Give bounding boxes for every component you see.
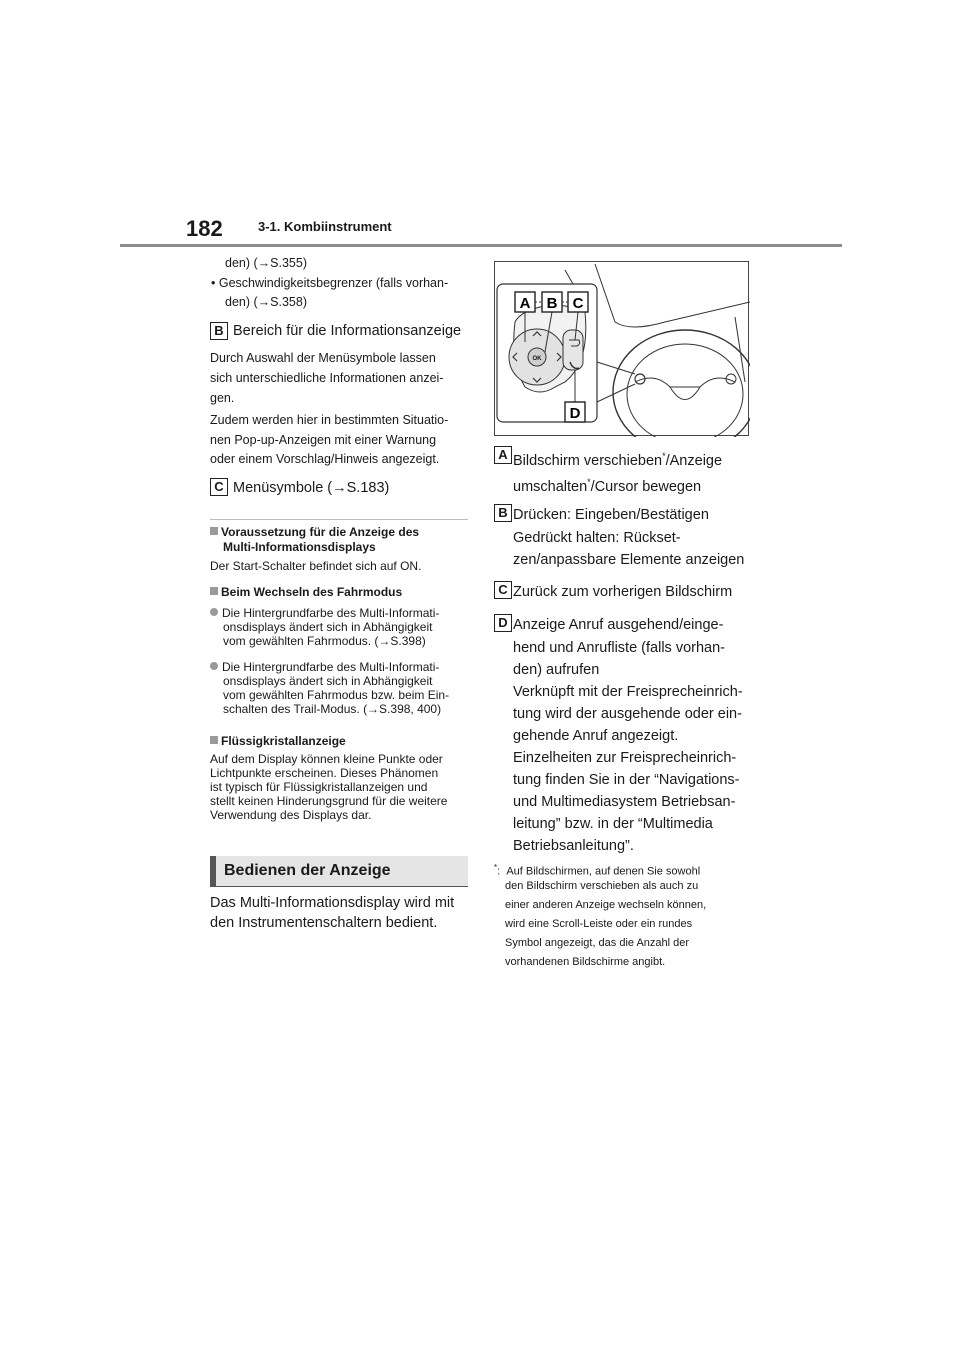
label-c: C (572, 295, 584, 312)
note-2-bullet-2-line-3: vom gewählten Fahrmodus bzw. beim Ein- (223, 688, 450, 702)
note-3-line-2: Lichtpunkte erscheinen. Dieses Phänomen (210, 766, 439, 780)
ok-label: OK (532, 356, 542, 362)
badge-d-right: D (494, 614, 512, 632)
d-line-2: hend und Anrufliste (falls vorhan- (513, 640, 725, 656)
badge-b: B (210, 322, 228, 340)
note-2-bullet-2: Die Hintergrundfarbe des Multi-Informati- (210, 660, 439, 674)
section-heading-rule (210, 886, 468, 887)
b-text-1-line-2: sich unterschiedliche Informationen anzei- (210, 371, 444, 385)
footnote-line-6: vorhandenen Bildschirme angibt. (505, 956, 666, 968)
note-2-bullet-2-line-2: onsdisplays ändert sich in Abhängigkeit (223, 674, 433, 688)
steering-wheel-drawing (495, 262, 750, 437)
footnote-line-1: *: Auf Bildschirmen, auf denen Sie sowohl (494, 863, 701, 878)
footnote-line-3: einer anderen Anzeige wechseln können, (505, 899, 707, 911)
footnote-line-4: wird eine Scroll-Leiste oder ein rundes (505, 918, 693, 930)
badge-b-right: B (494, 504, 512, 522)
d-line-6: gehende Anruf angezeigt. (513, 728, 679, 744)
bullet-speed-limiter-cont: den) (→S.358) (225, 295, 307, 309)
note-1-text: Der Start-Schalter befindet sich auf ON. (210, 559, 422, 573)
badge-a-right: A (494, 446, 512, 464)
d-line-8: tung finden Sie in der “Navigations- (513, 772, 740, 788)
c-title: Menüsymbole (→S.183) (233, 480, 390, 496)
section-heading: Bedienen der Anzeige (210, 856, 468, 886)
label-a: A (519, 295, 531, 312)
b-text-2-line-3: oder einem Vorschlag/Hinweis angezeigt. (210, 452, 440, 466)
footnote-line-2: den Bildschirm verschieben als auch zu (505, 880, 699, 892)
label-d: D (569, 405, 581, 422)
d-line-5: tung wird der ausgehende oder ein- (513, 706, 742, 722)
note-3-line-4: stellt keinen Hinderungsgrund für die weitere (210, 794, 448, 808)
section-title: 3-1. Kombiinstrument (258, 219, 392, 234)
a-line-1: Bildschirm verschieben*/Anzeige (513, 451, 723, 469)
d-line-3: den) aufrufen (513, 662, 600, 678)
badge-c: C (210, 478, 228, 496)
d-line-10: leitung” bzw. in der “Multimedia (513, 816, 713, 832)
note-2-bullet-1: Die Hintergrundfarbe des Multi-Informati- (210, 606, 439, 620)
note-1-title-line-2: Multi-Informationsdisplays (223, 540, 376, 554)
note-3-line-1: Auf dem Display können kleine Punkte oder (210, 752, 443, 766)
d-line-7: Einzelheiten zur Freisprecheinrich- (513, 750, 737, 766)
header-rule (120, 244, 842, 247)
b-line-1: Drücken: Eingeben/Bestätigen (513, 507, 709, 523)
circle-bullet-icon (210, 662, 218, 670)
a-line-2: umschalten*/Cursor bewegen (513, 477, 702, 495)
bullet-continuation: den) (→S.355) (225, 256, 307, 270)
note-2-bullet-1-line-3: vom gewählten Fahrmodus. (→S.398) (223, 634, 426, 648)
notes-divider (210, 519, 468, 520)
note-3-line-3: ist typisch für Flüssigkristallanzeigen und (210, 780, 428, 794)
b-text-2-line-2: nen Pop-up-Anzeigen mit einer Warnung (210, 433, 437, 447)
d-line-9: und Multimediasystem Betriebsan- (513, 794, 736, 810)
d-line-4: Verknüpft mit der Freisprecheinrich- (513, 684, 743, 700)
note-2-bullet-2-line-4: schalten des Trail-Modus. (→S.398, 400) (223, 702, 442, 716)
note-3-title: Flüssigkristallanzeige (210, 734, 346, 748)
b-title: Bereich für die Informationsanzeige (233, 323, 462, 339)
steering-wheel-illustration (494, 261, 749, 436)
page-number: 182 (186, 216, 223, 241)
note-3-line-5: Verwendung des Displays dar. (210, 808, 372, 822)
square-bullet-icon (210, 587, 218, 595)
note-2-title: Beim Wechseln des Fahrmodus (210, 585, 402, 599)
note-2-bullet-1-line-2: onsdisplays ändert sich in Abhängigkeit (223, 620, 433, 634)
b-line-2: Gedrückt halten: Rückset- (513, 530, 681, 546)
d-line-11: Betriebsanleitung”. (513, 838, 634, 854)
b-text-2-line-1: Zudem werden hier in bestimmten Situatio- (210, 413, 449, 427)
badge-c-right: C (494, 581, 512, 599)
note-1-title: Voraussetzung für die Anzeige des (210, 525, 419, 539)
b-text-1-line-1: Durch Auswahl der Menüsymbole lassen (210, 351, 436, 365)
body-line-2: den Instrumentenschaltern bedient. (210, 915, 438, 931)
circle-bullet-icon (210, 608, 218, 616)
body-line-1: Das Multi-Informationsdisplay wird mit (210, 895, 455, 911)
b-line-3: zen/anpassbare Elemente anzeigen (513, 552, 745, 568)
footnote-line-5: Symbol angezeigt, das die Anzahl der (505, 937, 690, 949)
d-line-1: Anzeige Anruf ausgehend/einge- (513, 617, 724, 633)
square-bullet-icon (210, 736, 218, 744)
label-b: B (546, 295, 558, 312)
b-text-1-line-3: gen. (210, 391, 235, 405)
c-line: Zurück zum vorherigen Bildschirm (513, 584, 733, 600)
bullet-speed-limiter: • Geschwindigkeitsbegrenzer (falls vorhan- (211, 276, 449, 290)
square-bullet-icon (210, 527, 218, 535)
